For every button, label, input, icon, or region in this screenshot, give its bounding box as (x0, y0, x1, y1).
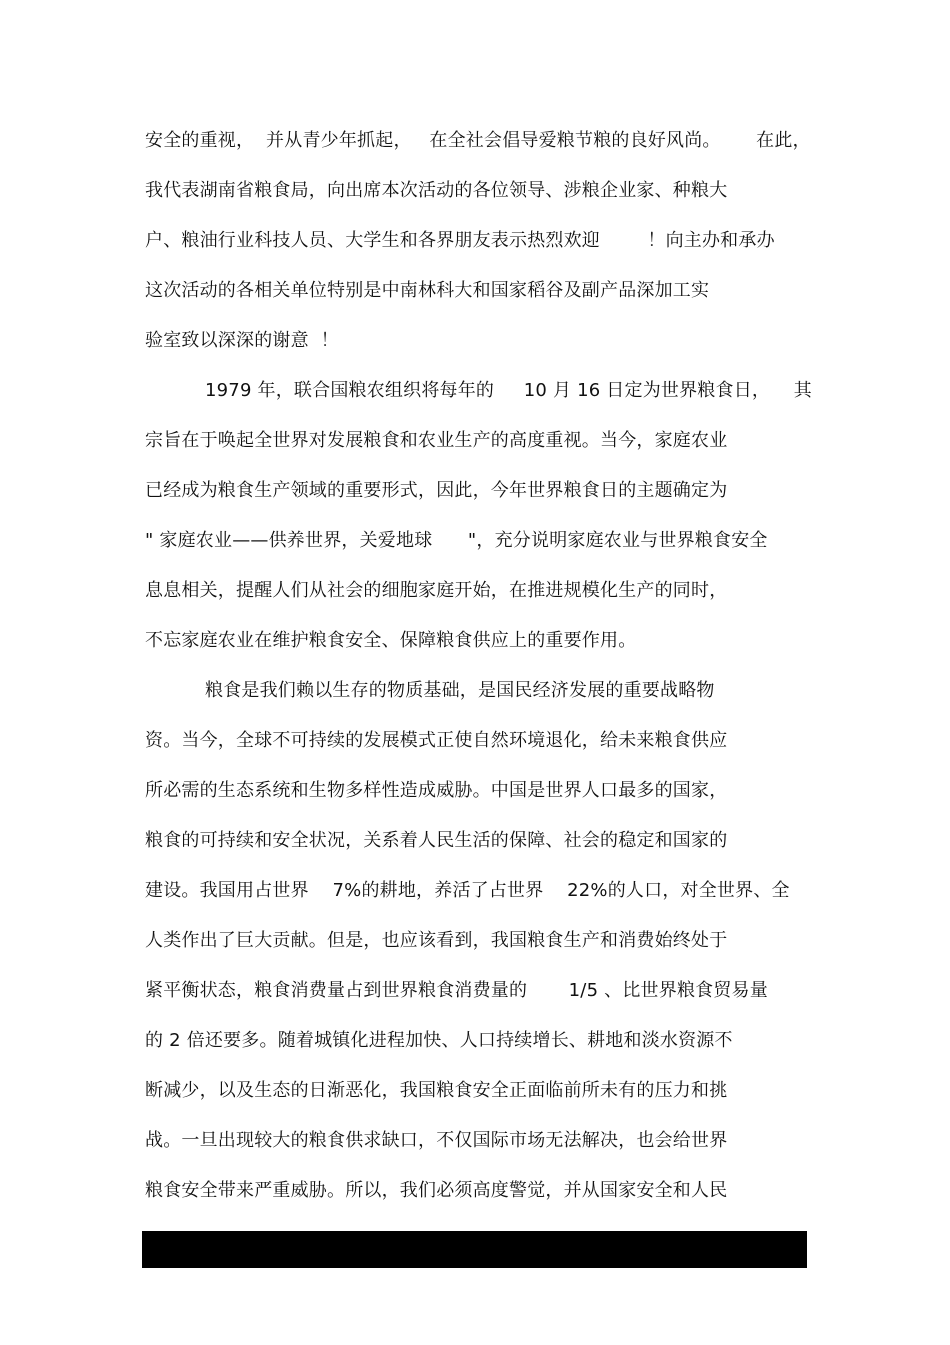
text-line-14: 所必需的生态系统和生物多样性造成威胁。中国是世界人口最多的国家， (145, 780, 728, 801)
text-line-20: 断减少，以及生态的日渐恶化，我国粮食安全正面临前所未有的压力和挑 (145, 1080, 728, 1101)
text-line-22: 粮食安全带来严重威胁。所以，我们必须高度警觉，并从国家安全和人民 (145, 1180, 728, 1201)
redaction-bar (142, 1231, 807, 1268)
text-line-19: 的 2 倍还要多。随着城镇化进程加快、人口持续增长、耕地和淡水资源不 (145, 1030, 733, 1051)
text-line-8: 已经成为粮食生产领域的重要形式，因此，今年世界粮食日的主题确定为 (145, 480, 728, 501)
text-line-21: 战。一旦出现较大的粮食供求缺口，不仅国际市场无法解决，也会给世界 (145, 1130, 728, 1151)
text-line-10: 息息相关，提醒人们从社会的细胞家庭开始，在推进规模化生产的同时， (145, 580, 728, 601)
text-line-3: 户、粮油行业科技人员、大学生和各界朋友表示热烈欢迎 ！向主办和承办 (145, 230, 775, 251)
text-line-5: 验室致以深深的谢意 ！ (145, 330, 339, 351)
text-line-7: 宗旨在于唤起全世界对发展粮食和农业生产的高度重视。当今，家庭农业 (145, 430, 728, 451)
paragraph-3-first-line: 粮食是我们赖以生存的物质基础，是国民经济发展的重要战略物 (205, 680, 715, 701)
text-line-15: 粮食的可持续和安全状况，关系着人民生活的保障、社会的稳定和国家的 (145, 830, 728, 851)
text-line-18: 紧平衡状态，粮食消费量占到世界粮食消费量的 1/5 、比世界粮食贸易量 (145, 980, 768, 1001)
text-line-4: 这次活动的各相关单位特别是中南林科大和国家稻谷及副产品深加工实 (145, 280, 710, 301)
text-line-16: 建设。我国用占世界 7%的耕地，养活了占世界 22%的人口，对全世界、全 (145, 880, 790, 901)
text-line-11: 不忘家庭农业在维护粮食安全、保障粮食供应上的重要作用。 (145, 630, 637, 651)
text-line-1: 安全的重视， 并从青少年抓起， 在全社会倡导爱粮节粮的良好风尚。 在此， (145, 130, 811, 151)
text-line-17: 人类作出了巨大贡献。但是，也应该看到，我国粮食生产和消费始终处于 (145, 930, 728, 951)
text-line-2: 我代表湖南省粮食局，向出席本次活动的各位领导、涉粮企业家、种粮大 (145, 180, 728, 201)
text-line-13: 资。当今，全球不可持续的发展模式正使自然环境退化，给未来粮食供应 (145, 730, 728, 751)
text-line-9: " 家庭农业——供养世界，关爱地球 "，充分说明家庭农业与世界粮食安全 (145, 530, 768, 551)
paragraph-2-first-line: 1979 年，联合国粮农组织将每年的 10 月 16 日定为世界粮食日， 其 (205, 380, 812, 401)
